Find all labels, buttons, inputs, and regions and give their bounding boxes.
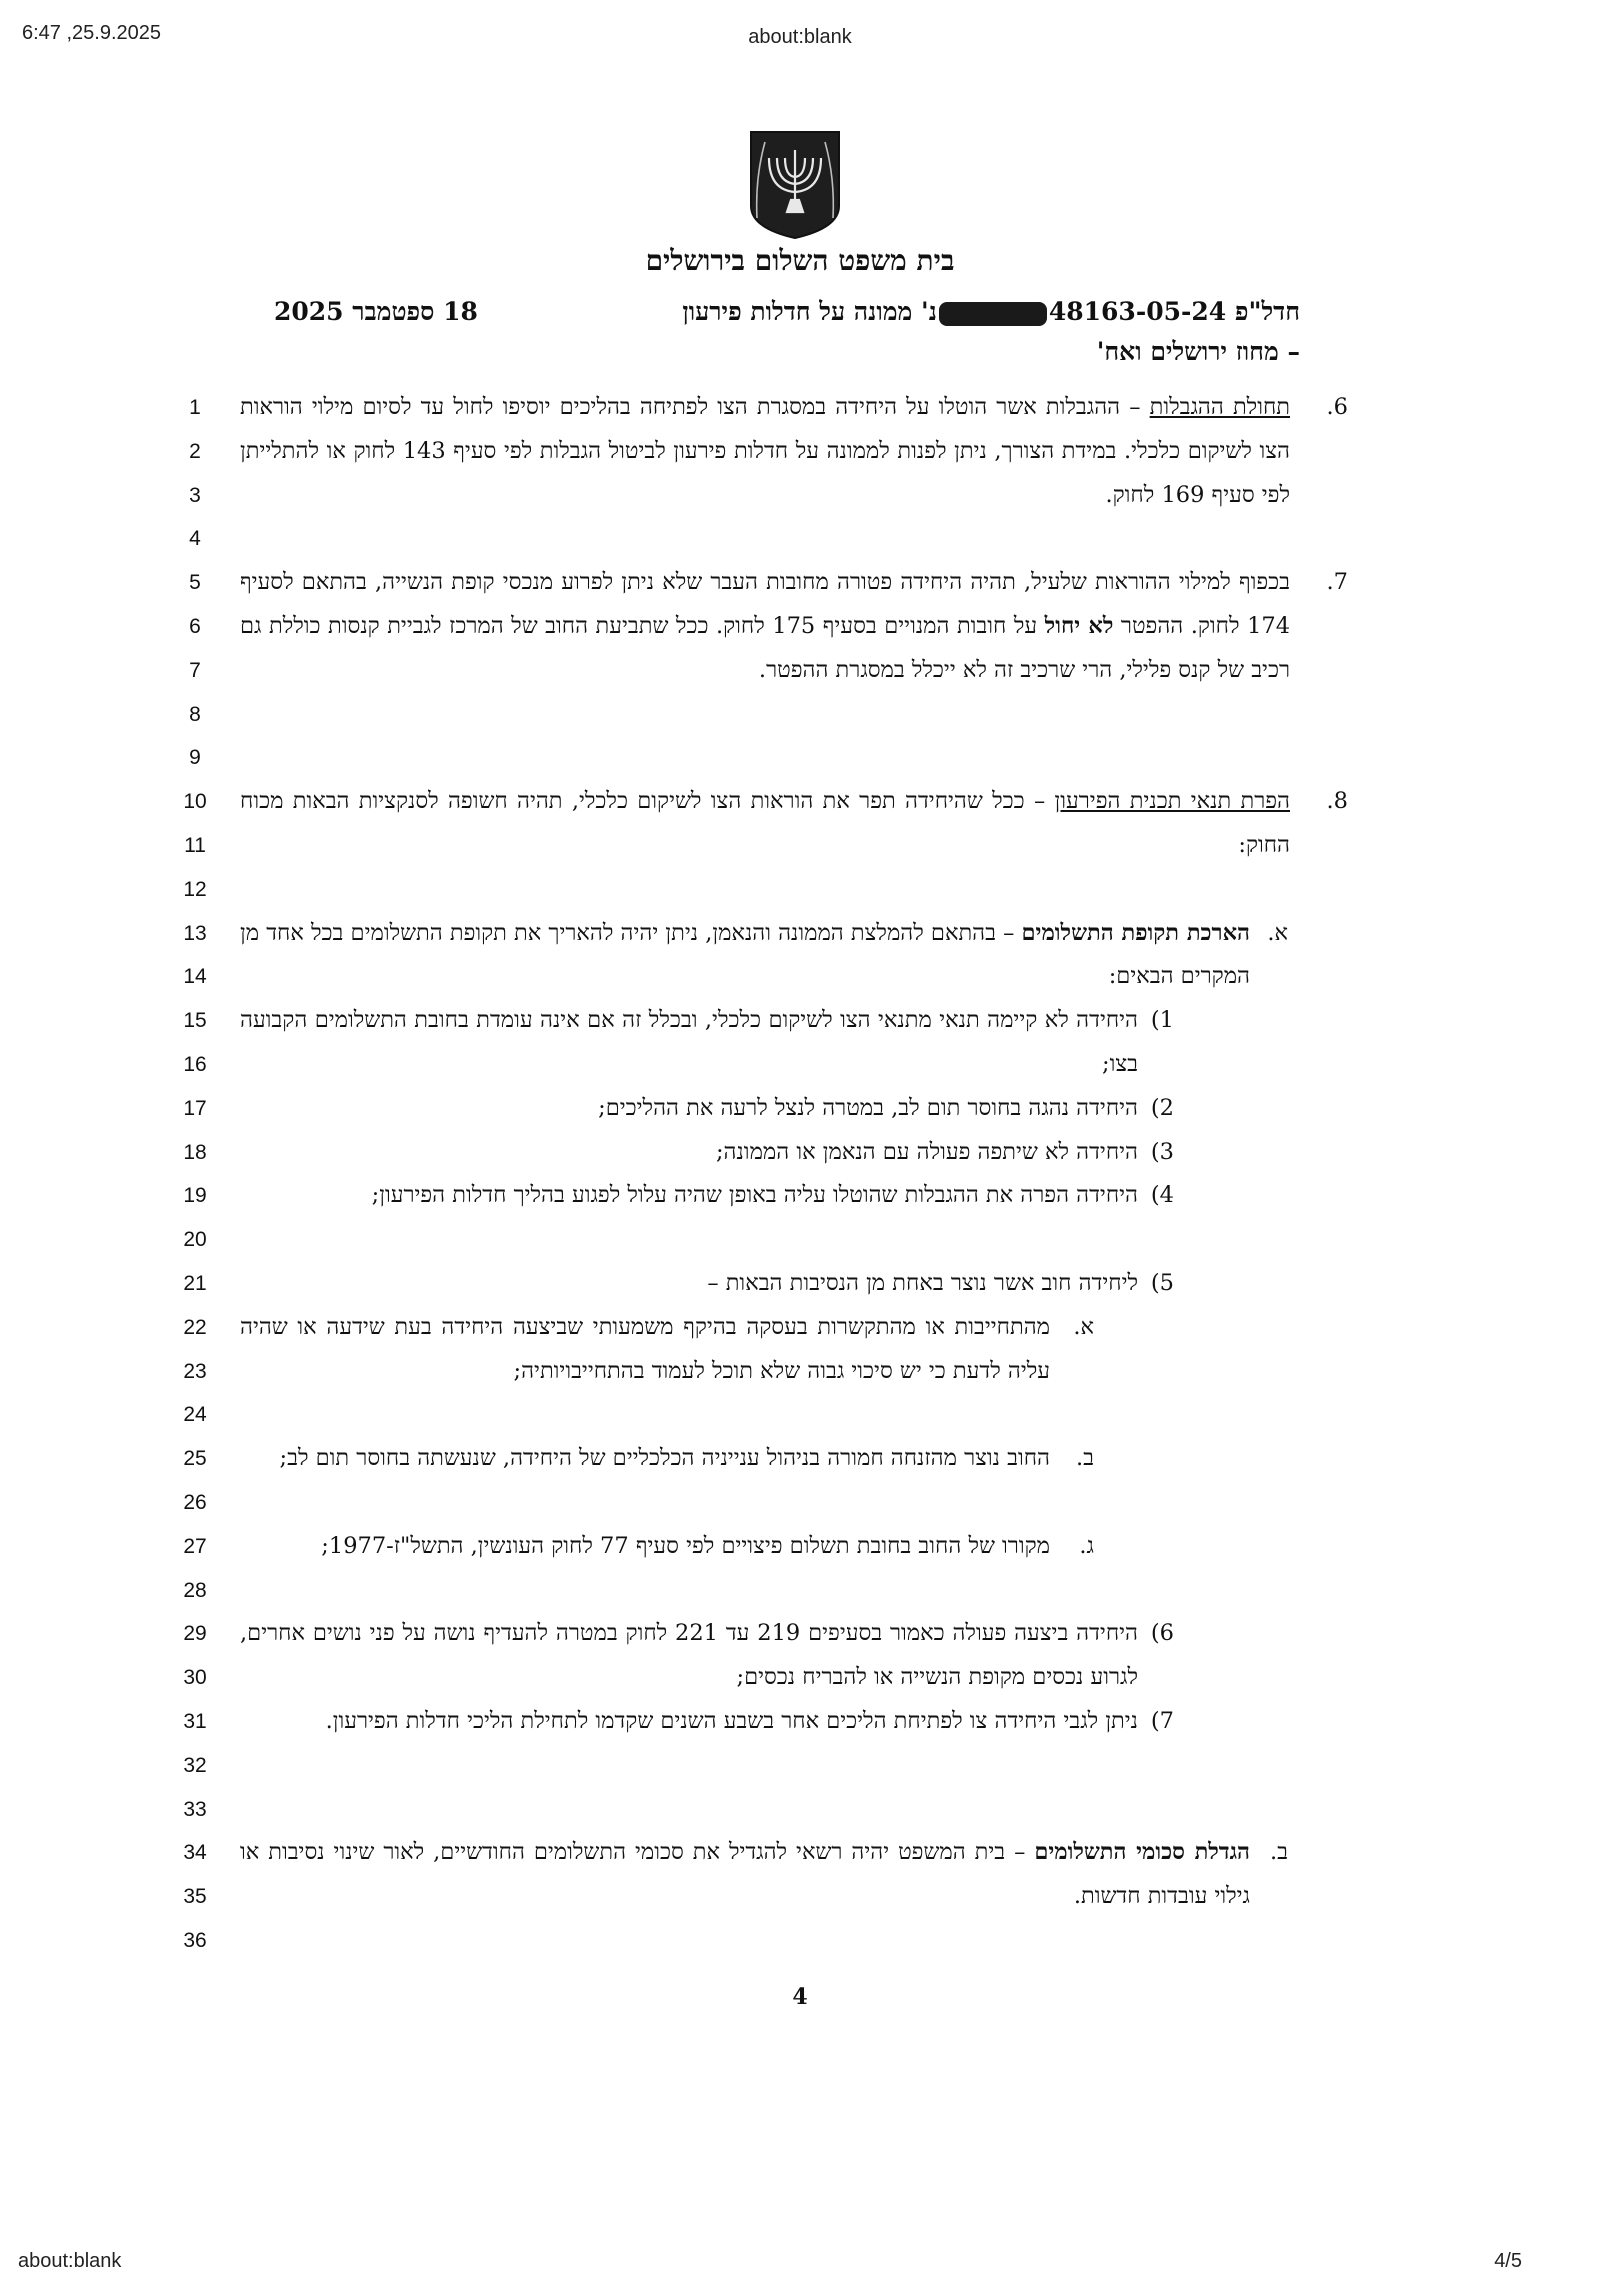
list-item	[240, 1087, 1174, 1131]
line-number: 26	[183, 1490, 207, 1514]
section-text: – ההגבלות אשר הוטלו על היחידה במסגרת הצו לפתיחה בהליכים יוסיפו לחול עד לסיום מילוי הוראות הצו לשיקום כלכלי. במידת הצורך, ניתן לפנות לממונה על חדלות פירעון לביטול הגבלות לפי סעיף 143 לחוק או להתלייתן לפי סעיף 169 לחוק.	[240, 394, 1290, 508]
case-number: חדל"פ 48163-05-24	[1048, 297, 1300, 326]
sub-list-item	[240, 1437, 1094, 1525]
subsection-8a	[240, 912, 1288, 1000]
print-page-indicator: 4/5	[1494, 2250, 1522, 2272]
state-emblem-icon	[747, 128, 843, 242]
subsection-text: – בית המשפט יהיה רשאי להגדיל את סכומי התשלומים החודשיים, לאור שינוי נסיבות או גילוי עובדות חדשות.	[240, 1839, 1250, 1910]
line-number: 2	[189, 439, 201, 463]
line-number: 27	[183, 1534, 207, 1558]
item-number: 5)	[1150, 1269, 1174, 1296]
section-title: הפרת תנאי תכנית הפירעון	[1054, 788, 1290, 815]
section-number: 6.	[1326, 394, 1348, 420]
line-number: 21	[183, 1271, 207, 1295]
item-number: 1)	[1150, 1007, 1174, 1034]
list-item	[240, 1174, 1174, 1262]
subsection-text: – בהתאם להמלצת הממונה והנאמן, ניתן יהיה להאריך את תקופת התשלומים בכל אחד מן המקרים הבאים:	[240, 919, 1250, 990]
subsection-title: הארכת תקופת התשלומים	[1021, 919, 1250, 946]
section-text: – ככל שהיחידה תפר את הוראות הצו לשיקום כלכלי, תהיה חשופה לסנקציות הבאות מכוח החוק:	[240, 788, 1290, 858]
sub-item-letter: ג.	[1079, 1532, 1094, 1559]
line-number: 10	[183, 790, 207, 814]
print-footer-url: about:blank	[18, 2250, 122, 2272]
line-number: 25	[183, 1447, 207, 1471]
line-number: 19	[183, 1184, 207, 1208]
subsection-letter: ב.	[1270, 1839, 1288, 1866]
decision-date: 18 ספטמבר 2025	[274, 297, 478, 326]
item-text: היחידה נהגה בחוסר תום לב, במטרה לנצל לרעה את ההליכים;	[598, 1094, 1138, 1121]
redaction-mark	[939, 302, 1047, 326]
case-title	[600, 292, 1300, 372]
line-number: 18	[183, 1140, 207, 1164]
line-number: 23	[183, 1359, 207, 1383]
line-number: 17	[183, 1096, 207, 1120]
sub-item-text: מהתחייבות או מהתקשרות בעסקה בהיקף משמעותי שביצעה היחידה בעת שידעה או שהיה עליה לדעת כי יש סיכוי גבוה שלא תוכל לעמוד בהתחייבויותיה;	[240, 1313, 1050, 1384]
line-number: 3	[189, 483, 201, 507]
line-number: 8	[189, 702, 201, 726]
sub-list-item	[240, 1525, 1094, 1613]
sub-item-letter: א.	[1073, 1313, 1094, 1340]
sub-item-text: מקורו של החוב בחובת תשלום פיצויים לפי סעיף 77 לחוק העונשין, התשל"ז-1977;	[321, 1532, 1050, 1559]
item-number: 7)	[1150, 1707, 1174, 1734]
section-8	[240, 780, 1348, 868]
item-text: היחידה לא שיתפה פעולה עם הנאמן או הממונה;	[715, 1138, 1138, 1165]
line-number: 13	[183, 921, 207, 945]
sub-item-letter: ב.	[1076, 1445, 1094, 1472]
line-number: 31	[183, 1709, 207, 1733]
item-text: היחידה ביצעה פעולה כאמור בסעיפים 219 עד 221 לחוק במטרה להעדיף נושה על פני נושים אחרים, לגרוע נכסים מקופת הנשייה או להבריח נכסים;	[240, 1620, 1138, 1691]
line-number: 14	[183, 965, 207, 989]
line-number: 15	[183, 1009, 207, 1033]
line-number: 20	[183, 1228, 207, 1252]
subsection-letter: א.	[1267, 919, 1288, 946]
court-name: בית משפט השלום בירושלים	[645, 244, 955, 277]
item-text: היחידה הפרה את ההגבלות שהוטלו עליה באופן שהיה עלול לפגוע בהליך חדלות הפירעון;	[371, 1182, 1138, 1209]
print-url: about:blank	[748, 26, 852, 48]
section-6	[240, 386, 1348, 517]
sub-list-item	[240, 1306, 1094, 1437]
section-7	[240, 561, 1348, 736]
line-number: 5	[189, 571, 201, 595]
item-text: היחידה לא קיימה תנאי מתנאי הצו לשיקום כלכלי, ובכלל זה אם אינה עומדת בחובת התשלומים הקבועה בצו;	[240, 1007, 1138, 1077]
line-numbers	[170, 386, 220, 1963]
item-number: 4)	[1150, 1182, 1174, 1209]
line-number: 35	[183, 1885, 207, 1909]
section-title: תחולת ההגבלות	[1149, 394, 1290, 420]
line-number: 36	[183, 1928, 207, 1952]
item-text: ליחידה חוב אשר נוצר באחת מן הנסיבות הבאות –	[707, 1269, 1138, 1296]
line-number: 12	[183, 877, 207, 901]
print-datetime: 6:47 ,25.9.2025	[22, 22, 162, 44]
line-number: 7	[189, 658, 201, 682]
item-number: 2)	[1150, 1094, 1174, 1121]
subsection-title: הגדלת סכומי התשלומים	[1034, 1839, 1251, 1866]
list-item	[240, 1700, 1174, 1788]
section-text: על חובות המנויים בסעיף 175 לחוק. ככל שתביעת החוב של המרכז לגביית קנסות כוללת גם רכיב של קנס פלילי, הרי שרכיב זה לא ייכלל במסגרת ההפטר.	[240, 612, 1290, 683]
case-parties: נ' ממונה על חדלות פירעון	[682, 297, 937, 326]
line-number: 32	[183, 1753, 207, 1777]
section-emphasis: לא יחול	[1044, 612, 1114, 639]
line-number: 1	[189, 396, 201, 419]
subsection-8b	[240, 1831, 1288, 1919]
line-number: 4	[189, 527, 201, 551]
line-number: 16	[183, 1052, 207, 1076]
line-number: 9	[189, 746, 201, 770]
sub-item-text: החוב נוצר מהזנחה חמורה בניהול ענייניה הכלכליים של היחידה, שנעשתה בחוסר תום לב;	[279, 1445, 1050, 1472]
line-number: 29	[183, 1622, 207, 1646]
page-number: 4	[792, 1984, 808, 2010]
section-number: 7.	[1326, 569, 1348, 596]
list-item	[240, 1612, 1174, 1700]
list-item	[240, 999, 1174, 1087]
item-text: ניתן לגבי היחידה צו לפתיחת הליכים אחר בשבע השנים שקדמו לתחילת הליכי חדלות הפירעון.	[325, 1707, 1138, 1734]
print-footer	[0, 2246, 1600, 2286]
case-parties-line2: – מחוז ירושלים ואח'	[1096, 337, 1300, 366]
item-number: 3)	[1150, 1138, 1174, 1165]
list-item	[240, 1262, 1174, 1306]
line-number: 22	[183, 1315, 207, 1339]
line-number: 34	[183, 1841, 207, 1865]
line-number: 33	[183, 1797, 207, 1821]
line-number: 24	[183, 1403, 207, 1427]
line-number: 28	[183, 1578, 207, 1602]
section-text: בכפוף למילוי ההוראות שלעיל, תהיה היחידה פטורה מחובות העבר שלא ניתן לפרוע מנכסי קופת הנשייה, בהתאם לסעיף 174 לחוק. ההפטר	[240, 569, 1291, 639]
line-number: 11	[184, 833, 206, 857]
item-number: 6)	[1150, 1620, 1174, 1647]
decision-body	[240, 386, 1348, 1919]
line-number: 30	[183, 1666, 207, 1690]
print-header	[0, 18, 1600, 58]
line-number: 6	[189, 614, 201, 638]
section-number: 8.	[1326, 788, 1348, 815]
list-item	[240, 1131, 1174, 1175]
